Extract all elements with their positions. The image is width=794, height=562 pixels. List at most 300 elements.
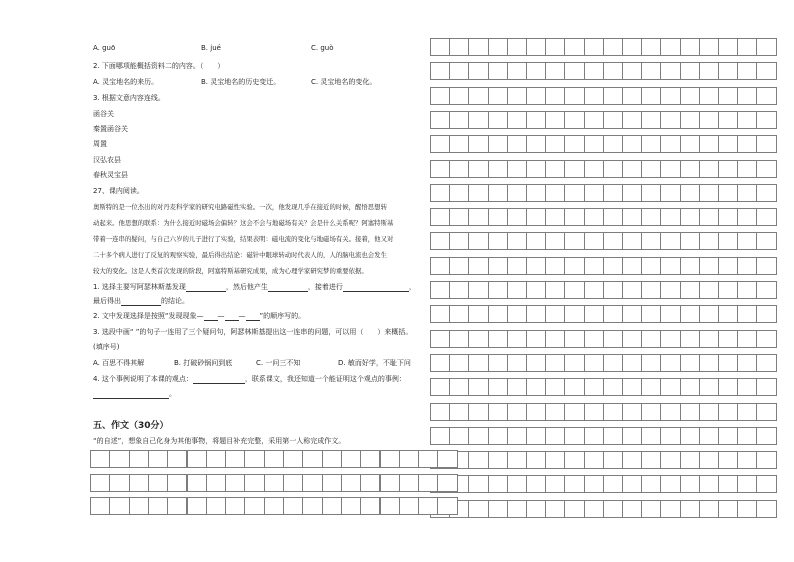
- grid-cell[interactable]: [488, 305, 508, 323]
- grid-cell[interactable]: [488, 330, 508, 348]
- grid-cell[interactable]: [545, 160, 565, 178]
- grid-cell[interactable]: [468, 305, 488, 323]
- grid-cell[interactable]: [699, 305, 719, 323]
- grid-cell[interactable]: [468, 232, 488, 250]
- grid-cell[interactable]: [187, 474, 207, 492]
- grid-cell[interactable]: [718, 330, 738, 348]
- grid-cell[interactable]: [488, 111, 508, 129]
- grid-cell[interactable]: [699, 135, 719, 153]
- grid-cell[interactable]: [756, 427, 776, 445]
- grid-cell[interactable]: [488, 38, 508, 56]
- grid-cell[interactable]: [660, 354, 680, 372]
- grid-cell[interactable]: [641, 305, 661, 323]
- grid-cell[interactable]: [584, 111, 604, 129]
- grid-cell[interactable]: [756, 111, 776, 129]
- grid-cell[interactable]: [699, 281, 719, 299]
- grid-cell[interactable]: [680, 232, 700, 250]
- grid-cell[interactable]: [660, 208, 680, 226]
- grid-cell[interactable]: [737, 378, 757, 396]
- grid-cell[interactable]: [756, 160, 776, 178]
- grid-cell[interactable]: [507, 62, 527, 80]
- grid-cell[interactable]: [545, 257, 565, 275]
- grid-cell[interactable]: [737, 354, 757, 372]
- grid-cell[interactable]: [718, 184, 738, 202]
- grid-cell[interactable]: [488, 62, 508, 80]
- grid-cell[interactable]: [283, 497, 303, 515]
- grid-cell[interactable]: [641, 208, 661, 226]
- grid-cell[interactable]: [109, 474, 129, 492]
- grid-cell[interactable]: [109, 497, 129, 515]
- grid-cell[interactable]: [526, 475, 546, 493]
- grid-cell[interactable]: [90, 474, 110, 492]
- grid-cell[interactable]: [148, 450, 168, 468]
- grid-cell[interactable]: [449, 330, 469, 348]
- grid-cell[interactable]: [526, 281, 546, 299]
- grid-cell[interactable]: [699, 160, 719, 178]
- grid-cell[interactable]: [603, 38, 623, 56]
- grid-cell[interactable]: [641, 378, 661, 396]
- grid-cell[interactable]: [488, 281, 508, 299]
- grid-cell[interactable]: [545, 500, 565, 518]
- grid-cell[interactable]: [680, 87, 700, 105]
- grid-cell[interactable]: [660, 38, 680, 56]
- grid-cell[interactable]: [584, 500, 604, 518]
- grid-cell[interactable]: [399, 474, 419, 492]
- grid-cell[interactable]: [526, 305, 546, 323]
- grid-cell[interactable]: [380, 450, 400, 468]
- grid-cell[interactable]: [603, 281, 623, 299]
- grid-cell[interactable]: [622, 38, 642, 56]
- grid-cell[interactable]: [660, 257, 680, 275]
- grid-cell[interactable]: [449, 354, 469, 372]
- grid-cell[interactable]: [641, 281, 661, 299]
- grid-cell[interactable]: [526, 208, 546, 226]
- grid-cell[interactable]: [584, 451, 604, 469]
- grid-cell[interactable]: [622, 330, 642, 348]
- grid-cell[interactable]: [430, 232, 450, 250]
- grid-cell[interactable]: [264, 474, 284, 492]
- grid-cell[interactable]: [718, 257, 738, 275]
- grid-cell[interactable]: [603, 451, 623, 469]
- grid-cell[interactable]: [507, 403, 527, 421]
- grid-cell[interactable]: [526, 403, 546, 421]
- grid-cell[interactable]: [488, 135, 508, 153]
- grid-cell[interactable]: [603, 330, 623, 348]
- grid-cell[interactable]: [718, 475, 738, 493]
- grid-cell[interactable]: [206, 450, 226, 468]
- grid-cell[interactable]: [507, 281, 527, 299]
- grid-cell[interactable]: [660, 330, 680, 348]
- grid-cell[interactable]: [718, 281, 738, 299]
- grid-cell[interactable]: [430, 305, 450, 323]
- grid-cell[interactable]: [449, 62, 469, 80]
- grid-cell[interactable]: [437, 450, 457, 468]
- grid-cell[interactable]: [756, 38, 776, 56]
- grid-cell[interactable]: [430, 135, 450, 153]
- grid-cell[interactable]: [680, 475, 700, 493]
- grid-cell[interactable]: [660, 451, 680, 469]
- grid-cell[interactable]: [430, 378, 450, 396]
- grid-cell[interactable]: [449, 305, 469, 323]
- grid-cell[interactable]: [430, 87, 450, 105]
- grid-cell[interactable]: [584, 87, 604, 105]
- grid-cell[interactable]: [584, 354, 604, 372]
- grid-cell[interactable]: [468, 451, 488, 469]
- grid-cell[interactable]: [322, 497, 342, 515]
- grid-cell[interactable]: [545, 135, 565, 153]
- grid-cell[interactable]: [468, 378, 488, 396]
- grid-cell[interactable]: [507, 500, 527, 518]
- grid-cell[interactable]: [225, 497, 245, 515]
- grid-cell[interactable]: [641, 87, 661, 105]
- grid-cell[interactable]: [360, 497, 380, 515]
- grid-cell[interactable]: [680, 500, 700, 518]
- grid-cell[interactable]: [468, 87, 488, 105]
- grid-cell[interactable]: [603, 232, 623, 250]
- grid-cell[interactable]: [622, 62, 642, 80]
- grid-cell[interactable]: [507, 87, 527, 105]
- grid-cell[interactable]: [449, 403, 469, 421]
- grid-cell[interactable]: [468, 38, 488, 56]
- grid-cell[interactable]: [545, 475, 565, 493]
- grid-cell[interactable]: [468, 427, 488, 445]
- grid-cell[interactable]: [449, 160, 469, 178]
- grid-cell[interactable]: [737, 208, 757, 226]
- grid-cell[interactable]: [718, 62, 738, 80]
- grid-cell[interactable]: [545, 87, 565, 105]
- grid-cell[interactable]: [545, 354, 565, 372]
- grid-cell[interactable]: [526, 451, 546, 469]
- grid-cell[interactable]: [488, 378, 508, 396]
- grid-cell[interactable]: [603, 354, 623, 372]
- grid-cell[interactable]: [603, 111, 623, 129]
- grid-cell[interactable]: [449, 38, 469, 56]
- grid-cell[interactable]: [680, 281, 700, 299]
- grid-cell[interactable]: [341, 450, 361, 468]
- grid-cell[interactable]: [488, 87, 508, 105]
- grid-cell[interactable]: [283, 450, 303, 468]
- essay-grid-bottom[interactable]: [90, 450, 457, 521]
- grid-cell[interactable]: [545, 378, 565, 396]
- grid-cell[interactable]: [148, 474, 168, 492]
- grid-cell[interactable]: [564, 38, 584, 56]
- grid-cell[interactable]: [718, 87, 738, 105]
- grid-cell[interactable]: [468, 208, 488, 226]
- grid-cell[interactable]: [660, 87, 680, 105]
- grid-cell[interactable]: [660, 378, 680, 396]
- grid-cell[interactable]: [564, 281, 584, 299]
- grid-cell[interactable]: [488, 500, 508, 518]
- grid-cell[interactable]: [737, 500, 757, 518]
- grid-cell[interactable]: [526, 427, 546, 445]
- grid-cell[interactable]: [507, 184, 527, 202]
- grid-cell[interactable]: [167, 450, 187, 468]
- grid-cell[interactable]: [468, 135, 488, 153]
- grid-cell[interactable]: [545, 330, 565, 348]
- grid-cell[interactable]: [302, 450, 322, 468]
- grid-cell[interactable]: [468, 475, 488, 493]
- grid-cell[interactable]: [468, 111, 488, 129]
- grid-cell[interactable]: [660, 403, 680, 421]
- grid-cell[interactable]: [449, 232, 469, 250]
- grid-cell[interactable]: [641, 184, 661, 202]
- grid-cell[interactable]: [430, 111, 450, 129]
- grid-cell[interactable]: [641, 427, 661, 445]
- grid-cell[interactable]: [622, 427, 642, 445]
- grid-cell[interactable]: [449, 87, 469, 105]
- grid-cell[interactable]: [718, 305, 738, 323]
- grid-cell[interactable]: [718, 378, 738, 396]
- grid-cell[interactable]: [488, 427, 508, 445]
- grid-cell[interactable]: [488, 160, 508, 178]
- grid-cell[interactable]: [737, 184, 757, 202]
- grid-cell[interactable]: [737, 135, 757, 153]
- grid-cell[interactable]: [718, 451, 738, 469]
- grid-cell[interactable]: [756, 62, 776, 80]
- grid-cell[interactable]: [129, 497, 149, 515]
- grid-cell[interactable]: [206, 497, 226, 515]
- grid-cell[interactable]: [660, 111, 680, 129]
- grid-cell[interactable]: [699, 475, 719, 493]
- grid-cell[interactable]: [603, 427, 623, 445]
- grid-cell[interactable]: [507, 305, 527, 323]
- grid-cell[interactable]: [622, 500, 642, 518]
- grid-cell[interactable]: [718, 208, 738, 226]
- grid-cell[interactable]: [430, 62, 450, 80]
- grid-cell[interactable]: [737, 38, 757, 56]
- grid-cell[interactable]: [622, 184, 642, 202]
- grid-cell[interactable]: [109, 450, 129, 468]
- grid-cell[interactable]: [430, 354, 450, 372]
- grid-cell[interactable]: [264, 497, 284, 515]
- grid-cell[interactable]: [449, 208, 469, 226]
- grid-cell[interactable]: [90, 497, 110, 515]
- grid-cell[interactable]: [737, 305, 757, 323]
- grid-cell[interactable]: [507, 378, 527, 396]
- grid-cell[interactable]: [622, 475, 642, 493]
- grid-cell[interactable]: [603, 135, 623, 153]
- grid-cell[interactable]: [507, 135, 527, 153]
- grid-cell[interactable]: [641, 354, 661, 372]
- grid-cell[interactable]: [526, 500, 546, 518]
- grid-cell[interactable]: [756, 330, 776, 348]
- grid-cell[interactable]: [756, 354, 776, 372]
- grid-cell[interactable]: [468, 184, 488, 202]
- grid-cell[interactable]: [680, 378, 700, 396]
- grid-cell[interactable]: [526, 330, 546, 348]
- grid-cell[interactable]: [699, 500, 719, 518]
- grid-cell[interactable]: [584, 305, 604, 323]
- grid-cell[interactable]: [468, 257, 488, 275]
- grid-cell[interactable]: [584, 208, 604, 226]
- grid-cell[interactable]: [718, 403, 738, 421]
- grid-cell[interactable]: [584, 38, 604, 56]
- grid-cell[interactable]: [244, 474, 264, 492]
- grid-cell[interactable]: [507, 208, 527, 226]
- grid-cell[interactable]: [564, 257, 584, 275]
- grid-cell[interactable]: [699, 232, 719, 250]
- grid-cell[interactable]: [507, 232, 527, 250]
- grid-cell[interactable]: [718, 427, 738, 445]
- grid-cell[interactable]: [584, 330, 604, 348]
- grid-cell[interactable]: [603, 403, 623, 421]
- grid-cell[interactable]: [468, 62, 488, 80]
- grid-cell[interactable]: [641, 135, 661, 153]
- grid-cell[interactable]: [430, 427, 450, 445]
- grid-cell[interactable]: [603, 208, 623, 226]
- grid-cell[interactable]: [641, 403, 661, 421]
- grid-cell[interactable]: [322, 450, 342, 468]
- grid-cell[interactable]: [418, 450, 438, 468]
- grid-cell[interactable]: [756, 475, 776, 493]
- grid-cell[interactable]: [564, 378, 584, 396]
- grid-cell[interactable]: [564, 403, 584, 421]
- grid-cell[interactable]: [660, 281, 680, 299]
- grid-cell[interactable]: [680, 111, 700, 129]
- grid-cell[interactable]: [737, 451, 757, 469]
- grid-cell[interactable]: [584, 378, 604, 396]
- grid-cell[interactable]: [756, 208, 776, 226]
- grid-cell[interactable]: [418, 474, 438, 492]
- grid-cell[interactable]: [699, 184, 719, 202]
- grid-cell[interactable]: [449, 281, 469, 299]
- grid-cell[interactable]: [641, 475, 661, 493]
- grid-cell[interactable]: [418, 497, 438, 515]
- grid-cell[interactable]: [526, 257, 546, 275]
- grid-cell[interactable]: [680, 160, 700, 178]
- grid-cell[interactable]: [449, 111, 469, 129]
- grid-cell[interactable]: [468, 354, 488, 372]
- grid-cell[interactable]: [737, 281, 757, 299]
- grid-cell[interactable]: [699, 378, 719, 396]
- grid-cell[interactable]: [641, 500, 661, 518]
- grid-cell[interactable]: [526, 354, 546, 372]
- grid-cell[interactable]: [488, 475, 508, 493]
- grid-cell[interactable]: [437, 497, 457, 515]
- grid-cell[interactable]: [622, 111, 642, 129]
- grid-cell[interactable]: [584, 62, 604, 80]
- grid-cell[interactable]: [622, 354, 642, 372]
- grid-cell[interactable]: [399, 497, 419, 515]
- grid-cell[interactable]: [507, 427, 527, 445]
- grid-cell[interactable]: [603, 257, 623, 275]
- grid-cell[interactable]: [488, 257, 508, 275]
- grid-cell[interactable]: [360, 450, 380, 468]
- grid-cell[interactable]: [488, 232, 508, 250]
- grid-cell[interactable]: [187, 450, 207, 468]
- grid-cell[interactable]: [341, 474, 361, 492]
- grid-cell[interactable]: [718, 500, 738, 518]
- grid-cell[interactable]: [302, 497, 322, 515]
- grid-cell[interactable]: [680, 427, 700, 445]
- grid-cell[interactable]: [468, 500, 488, 518]
- grid-cell[interactable]: [564, 208, 584, 226]
- grid-cell[interactable]: [430, 160, 450, 178]
- grid-cell[interactable]: [641, 257, 661, 275]
- grid-cell[interactable]: [399, 450, 419, 468]
- grid-cell[interactable]: [622, 305, 642, 323]
- grid-cell[interactable]: [699, 427, 719, 445]
- grid-cell[interactable]: [468, 160, 488, 178]
- grid-cell[interactable]: [545, 281, 565, 299]
- grid-cell[interactable]: [737, 111, 757, 129]
- grid-cell[interactable]: [756, 451, 776, 469]
- grid-cell[interactable]: [622, 232, 642, 250]
- grid-cell[interactable]: [437, 474, 457, 492]
- grid-cell[interactable]: [756, 378, 776, 396]
- grid-cell[interactable]: [468, 403, 488, 421]
- grid-cell[interactable]: [90, 450, 110, 468]
- grid-cell[interactable]: [756, 403, 776, 421]
- grid-cell[interactable]: [488, 354, 508, 372]
- grid-cell[interactable]: [564, 354, 584, 372]
- grid-cell[interactable]: [718, 135, 738, 153]
- grid-cell[interactable]: [430, 208, 450, 226]
- grid-cell[interactable]: [545, 451, 565, 469]
- grid-cell[interactable]: [283, 474, 303, 492]
- grid-cell[interactable]: [737, 257, 757, 275]
- grid-cell[interactable]: [526, 135, 546, 153]
- grid-cell[interactable]: [507, 475, 527, 493]
- grid-cell[interactable]: [680, 257, 700, 275]
- grid-cell[interactable]: [756, 257, 776, 275]
- grid-cell[interactable]: [468, 281, 488, 299]
- grid-cell[interactable]: [488, 451, 508, 469]
- grid-cell[interactable]: [507, 451, 527, 469]
- essay-grid-right[interactable]: [430, 38, 776, 524]
- grid-cell[interactable]: [622, 208, 642, 226]
- grid-cell[interactable]: [756, 232, 776, 250]
- grid-cell[interactable]: [603, 160, 623, 178]
- grid-cell[interactable]: [680, 330, 700, 348]
- grid-cell[interactable]: [603, 475, 623, 493]
- grid-cell[interactable]: [641, 38, 661, 56]
- grid-cell[interactable]: [660, 475, 680, 493]
- grid-cell[interactable]: [302, 474, 322, 492]
- grid-cell[interactable]: [603, 378, 623, 396]
- grid-cell[interactable]: [545, 184, 565, 202]
- grid-cell[interactable]: [622, 257, 642, 275]
- grid-cell[interactable]: [737, 427, 757, 445]
- grid-cell[interactable]: [360, 474, 380, 492]
- grid-cell[interactable]: [430, 403, 450, 421]
- grid-cell[interactable]: [449, 378, 469, 396]
- grid-cell[interactable]: [322, 474, 342, 492]
- grid-cell[interactable]: [430, 281, 450, 299]
- grid-cell[interactable]: [660, 500, 680, 518]
- grid-cell[interactable]: [167, 474, 187, 492]
- grid-cell[interactable]: [756, 500, 776, 518]
- grid-cell[interactable]: [564, 62, 584, 80]
- grid-cell[interactable]: [430, 257, 450, 275]
- grid-cell[interactable]: [699, 403, 719, 421]
- grid-cell[interactable]: [206, 474, 226, 492]
- grid-cell[interactable]: [564, 475, 584, 493]
- grid-cell[interactable]: [756, 135, 776, 153]
- grid-cell[interactable]: [526, 160, 546, 178]
- grid-cell[interactable]: [641, 160, 661, 178]
- grid-cell[interactable]: [718, 38, 738, 56]
- grid-cell[interactable]: [641, 451, 661, 469]
- grid-cell[interactable]: [526, 184, 546, 202]
- grid-cell[interactable]: [603, 184, 623, 202]
- grid-cell[interactable]: [756, 305, 776, 323]
- grid-cell[interactable]: [526, 62, 546, 80]
- grid-cell[interactable]: [564, 232, 584, 250]
- grid-cell[interactable]: [507, 257, 527, 275]
- grid-cell[interactable]: [167, 497, 187, 515]
- grid-cell[interactable]: [699, 330, 719, 348]
